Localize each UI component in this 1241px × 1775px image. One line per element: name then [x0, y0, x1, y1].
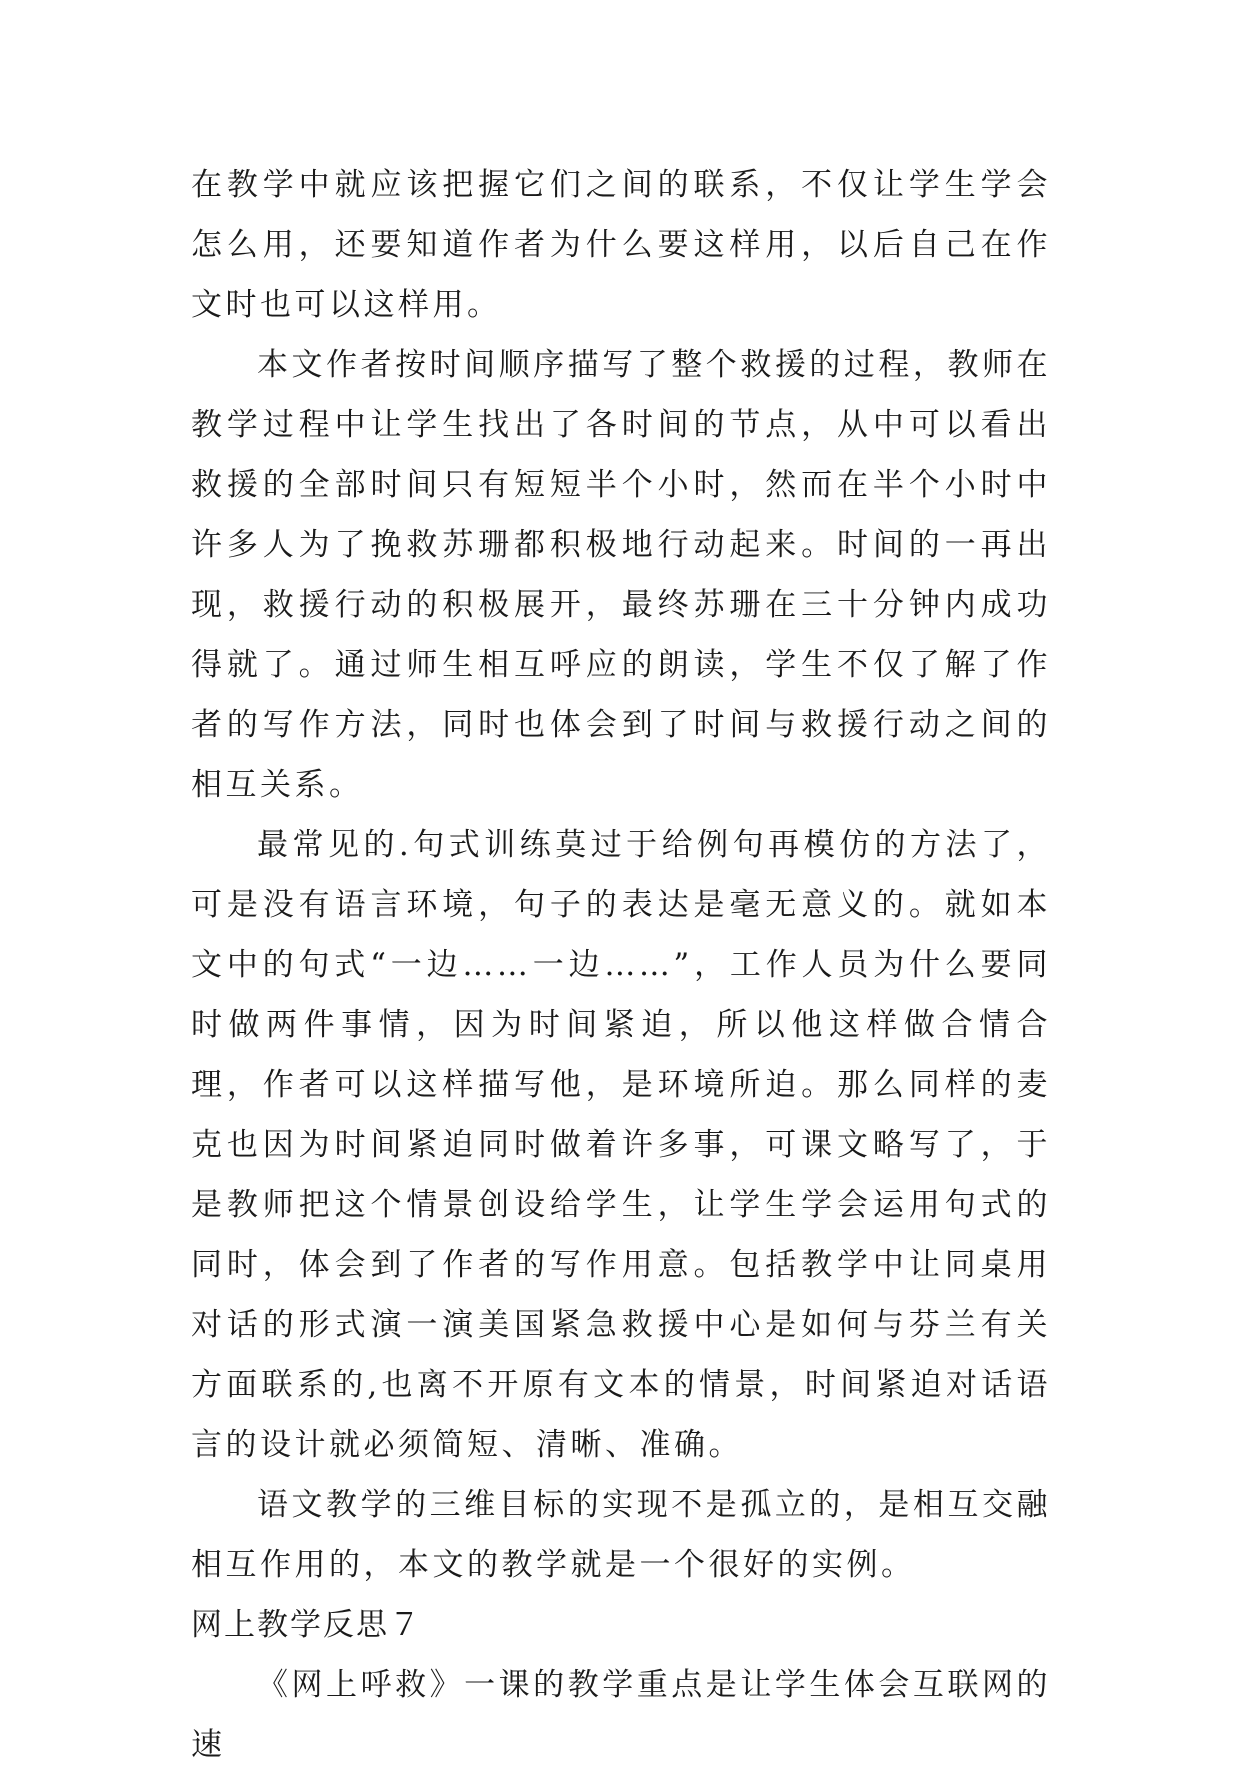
body-paragraph: 在教学中就应该把握它们之间的联系，不仅让学生学会怎么用，还要知道作者为什么要这样用，以后自己在作文时也可以这样用。	[191, 167, 1051, 323]
document-page	[191, 155, 1051, 1775]
body-paragraph: 《网上呼救》一课的教学重点是让学生体会互联网的速	[191, 1667, 1051, 1763]
body-paragraph: 本文作者按时间顺序描写了整个救援的过程，教师在教学过程中让学生找出了各时间的节点，从中可以看出救援的全部时间只有短短半个小时，然而在半个小时中许多人为了挽救苏珊都积极地行动起来。时间的一再出现，救援行动的积极展开，最终苏珊在三十分钟内成功得就了。通过师生相互呼应的朗读，学生不仅了解了作者的写作方法，同时也体会到了时间与救援行动之间的相互关系。	[191, 347, 1051, 803]
body-paragraph: 最常见的.句式训练莫过于给例句再模仿的方法了，可是没有语言环境，句子的表达是毫无意义的。就如本文中的句式“一边……一边……”，工作人员为什么要同时做两件事情，因为时间紧迫，所以他这样做合情合理，作者可以这样描写他，是环境所迫。那么同样的麦克也因为时间紧迫同时做着许多事，可课文略写了，于是教师把这个情景创设给学生，让学生学会运用句式的同时，体会到了作者的写作用意。包括教学中让同桌用对话的形式演一演美国紧急救援中心是如何与芬兰有关方面联系的,也离不开原有文本的情景，时间紧迫对话语言的设计就必须简短、清晰、准确。	[191, 827, 1051, 1463]
section-heading: 网上教学反思７	[191, 1607, 422, 1643]
body-paragraph: 语文教学的三维目标的实现不是孤立的，是相互交融相互作用的，本文的教学就是一个很好的实例。	[191, 1487, 1051, 1583]
